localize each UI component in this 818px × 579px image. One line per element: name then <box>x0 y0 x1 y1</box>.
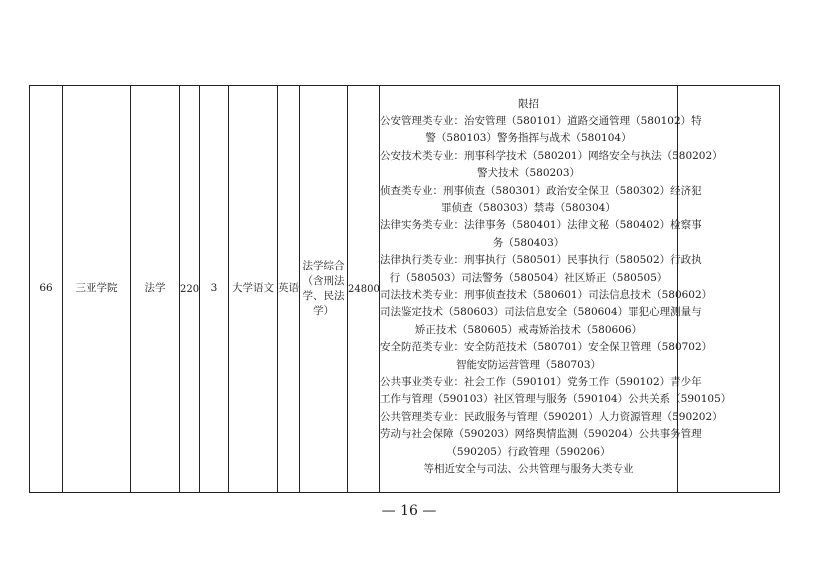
exam-subject-3: 法学综合 （含刑法 学、民法 学） <box>300 86 348 493</box>
study-years: 3 <box>200 86 229 493</box>
requirement-line: 公安管理类专业：治安管理（580101）道路交通管理（580102）特 <box>380 115 702 128</box>
requirement-line: 劳动与社会保障（590203）网络舆情监测（590204）公共事务管理 <box>380 428 702 441</box>
requirement-line: 公共事业类专业：社会工作（590101）党务工作（590102）青少年 <box>380 375 702 388</box>
requirement-line: 安全防范类专业：安全防范技术（580701）安全保卫管理（580702） <box>380 341 713 354</box>
requirement-line: 矫正技术（580605）戒毒矫治技术（580606） <box>414 323 643 336</box>
school-name: 三亚学院 <box>63 86 131 493</box>
row-index: 66 <box>30 86 63 493</box>
requirement-line: 务（580403） <box>492 236 565 249</box>
requirement-line: （590205）行政管理（590206） <box>446 445 611 458</box>
requirement-line: 罪侦查（580303）禁毒（580304） <box>441 202 616 215</box>
exam-subject-1: 大学语文 <box>229 86 278 493</box>
admission-requirements <box>380 86 732 493</box>
major-name: 法学 <box>131 86 180 493</box>
requirement-line: 工作与管理（590103）社区管理与服务（590104）公共关系（590105） <box>380 393 732 406</box>
admissions-table <box>29 85 780 493</box>
quota: 220 <box>180 86 200 493</box>
requirement-line: 侦查类专业：刑事侦查（580301）政治安全保卫（580302）经济犯 <box>380 184 702 197</box>
requirement-line: 智能安防运营管理（580703） <box>455 358 602 371</box>
exam-subject-2: 英语 <box>278 86 300 493</box>
requirement-line: 法律执行类专业：刑事执行（580501）民事执行（580502）行政执 <box>380 254 702 267</box>
requirement-line: 等相近安全与司法、公共管理与服务大类专业 <box>423 462 634 475</box>
tuition: 24800 <box>348 86 380 493</box>
requirement-line: 警（580103）警务指挥与战术（580104） <box>425 132 632 145</box>
requirement-line: 法律实务类专业：法律事务（580401）法律文秘（580402）检察事 <box>380 219 702 232</box>
requirement-line: 公安技术类专业：刑事科学技术（580201）网络安全与执法（580202） <box>380 149 723 162</box>
requirement-line: 限招 <box>518 97 539 110</box>
requirement-line: 公共管理类专业：民政服务与管理（590201）人力资源管理（590202） <box>380 410 723 423</box>
requirement-line: 行（580503）司法警务（580504）社区矫正（580505） <box>389 271 668 284</box>
table-row <box>30 86 780 493</box>
page-number: — 16 — <box>381 503 437 519</box>
requirement-line: 司法技术类专业：刑事侦查技术（580601）司法信息技术（580602） <box>380 289 713 301</box>
requirement-line: 司法鉴定技术（580603）司法信息安全（580604）罪犯心理测量与 <box>380 306 702 319</box>
requirement-line: 警犬技术（580203） <box>476 167 581 180</box>
